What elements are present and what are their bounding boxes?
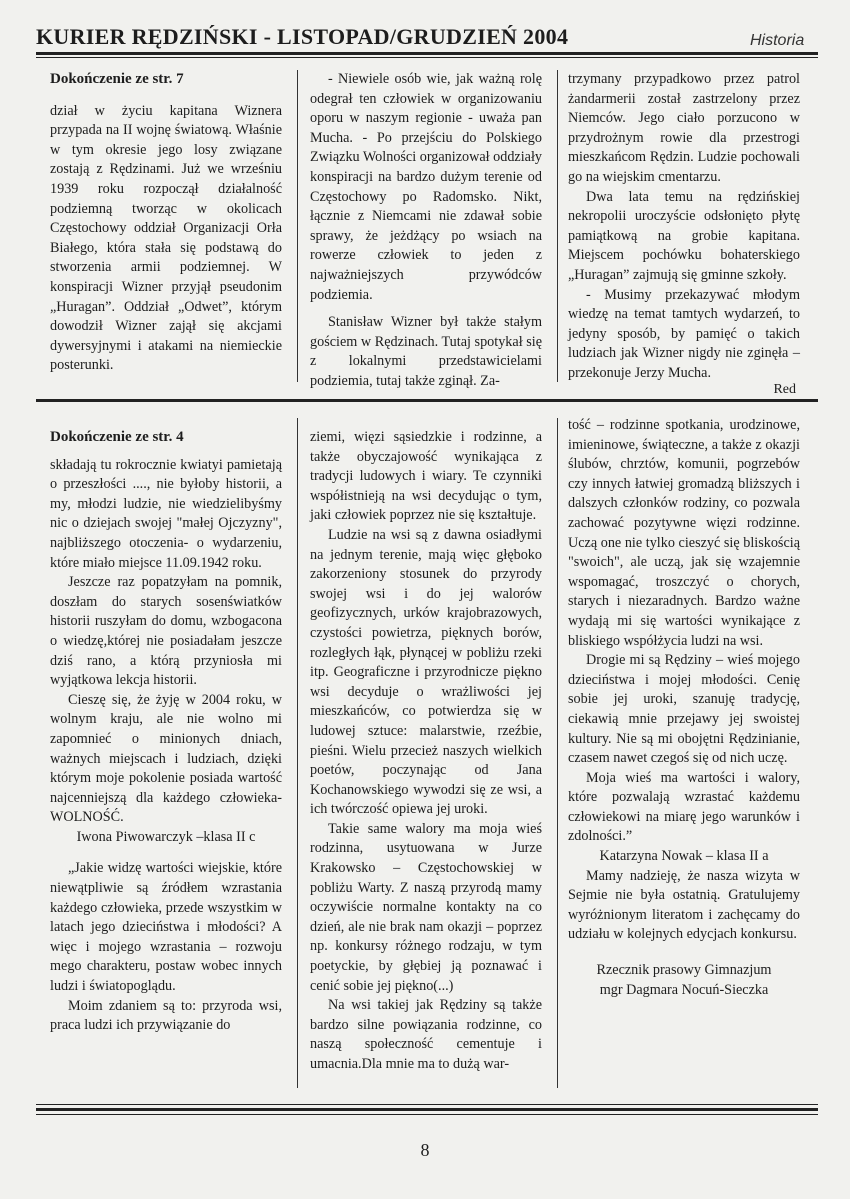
top-column-divider-1: [297, 70, 298, 382]
bottom-article-col2-p3: Takie same walory ma moja wieś rodzinna, usytuowana w Jurze Krakowsko – Częstochowskiej w pobliżu Warty. Z naszą przyrodą mamy oczywiście normalne kontakty na co dzień, ale nie brak nam okazji – poprzez np. konkursy różnego rodzaju, w tym poetyckie, by głębiej ją poznawać i cenić sobie jej piękno(...): [310, 820, 542, 994]
top-article-column-2: [310, 70, 542, 392]
bottom-article-col3-author: Katarzyna Nowak – klasa II a: [599, 848, 769, 865]
footer-rule-thin-2: [36, 1114, 818, 1115]
bottom-article-col1-p3: Cieszę się, że żyję w 2004 roku, w wolnym kraju, ale nie wolno mi zapomnieć o minionych dniach, ważnych miejscach i ludziach, dzięki którym moje pokolenie posiada wartość najcenniejszą dla każdego człowieka- WOLNOŚĆ.: [50, 691, 282, 826]
bottom-column-divider-2: [557, 418, 558, 1088]
bottom-article-col1-p1: składają tu rokrocznie kwiatyi pamietają o przeszłości ...., nie byłoby historii, a my, młodzi ludzie, nie wiedzielibyśmy nic o dziejach swojej "małej Ojczyzny", najbliższego otoczenia- o wydarzeniu, które miało miejsce 11.09.1942 roku.: [50, 456, 282, 571]
bottom-article-col2-p2: Ludzie na wsi są z dawna osiadłymi na jednym terenie, mają więc głęboko zakorzeniony stosunek do przyrody swojej wsi i do jej walorów geofizycznych, urków krajobrazowych, czystości powietrza, pięknych borów, rozległych łąk, płynącej w pobliżu rzeki itp. Geograficzne i przyrodnicze piękno wsi decyduje o wrażliwości jej mieszkańców, co potwierdza się w ludowej sztuce: malarstwie, rzeźbie, pieśni. Wielu przecież naszych wielkich poetów, poczynając od Jana Kochanowskiego wywodzi się ze wsi, a ich twórczość opiewa jej uroki.: [310, 526, 542, 818]
top-article-col1-text: dział w życiu kapitana Wiznera przypada na II wojnę światową. Właśnie w tym okresie jego losy związane zostają z Rędzinami. Już we wrześniu 1939 roku rozpoczął działalność podziemną tworząc w okolicach Częstochowy oddział Organizacji Orła Białego, która stała się podstawą do stworzenia armii podziemnej. W konspiracji Wizner przyjął pseudonim „Huragan”. Oddział „Odwet”, którym dowodził Wizner zajął się akcjami dywersyjnymi i atakami na niemieckie posterunki.: [50, 102, 282, 374]
top-article-kicker: Dokończenie ze str. 7: [50, 71, 184, 87]
bottom-article-col2-p4: Na wsi takiej jak Rędziny są także bardzo silne powiązania rodzinne, co naszą społeczność cementuje i umacnia.Dla mnie ma to dużą war-: [310, 997, 542, 1072]
header-rule-thin: [36, 57, 818, 58]
bottom-article-col3-p1: tość – rodzinne spotkania, urodzinowe, imieninowe, świąteczne, a także z okazji ślubów, chrztów, komunii, pogrzebów czy innych łatwiej gromadzą bliższych i dalszych członków rodziny, co pozwala zachować pozytywne więzi rodzinne. Uczą one nie tylko cieszyć się bliskością "swoich", ale uczą, jak się wzajemnie wspomagać, troszczyć o chorych, starych i niezaradnych. Bardzo ważne wydają mi się wartości wynikające z bliskiego współżycia ludzi na wsi.: [568, 417, 800, 649]
newspaper-title: KURIER RĘDZIŃSKI - LISTOPAD/GRUDZIEŃ 2004: [36, 24, 569, 49]
header-rule: [36, 52, 818, 55]
press-officer-name: mgr Dagmara Nocuń-Sieczka: [599, 981, 769, 998]
press-officer-title: Rzecznik prasowy Gimnazjum: [596, 962, 772, 979]
bottom-column-divider-1: [297, 418, 298, 1088]
top-article-col3-p2: Dwa lata temu na rędzińskiej nekropolii uroczyście odsłonięto płytę pamiątkową na grobie kapitana. Miejscem pochówku bohaterskiego „Huragan” zajmują się gminne szkoły.: [568, 188, 800, 283]
section-label: Historia: [750, 32, 805, 49]
bottom-article-column-2: [310, 428, 542, 1075]
bottom-article-col1-p2: Jeszcze raz popatzyłam na pomnik, doszłam do starych sosenświatków historii ruszyłam do domu, wzbogacona o wiedzę,której nie posiadałam jeszcze dziś rano, a którą przyniosła mi wyjątkowa lekcja historii.: [50, 574, 282, 689]
bottom-article-col1-author: Iwona Piwowarczyk –klasa II c: [76, 828, 256, 845]
bottom-article-col1-p5: Moim zdaniem są to: przyroda wsi, praca ludzi ich przywiązanie do: [50, 997, 282, 1034]
bottom-article-column-1: [50, 428, 282, 1036]
top-article-col2-p1: - Niewiele osób wie, jak ważną rolę odegrał ten człowiek w organizowaniu oporu w naszym regionie - uważa pan Mucha. - Po przejściu do Polskiego Związku Wolności organizował oddziały konspiracji na bardzo dużym terenie od Częstochowy po Radomsko. Nikt, łącznie z Niemcami nie zdawał sobie sprawy, że jeżdżący po wsiach na rowerze człowiek to jeden z najważniejszych przywódców podziemia.: [310, 71, 542, 303]
bottom-article-col1-p4: „Jakie widzę wartości wiejskie, które niewątpliwie są źródłem wzrastania każdego człowieka, przede wszystkim w latach jego dzieciństwa i młodości? A więc i mojego wzrastania – rozwoju mego charakteru, postaw wobec innych ludzi i światopoglądu.: [50, 860, 282, 995]
top-article-column-3: [568, 70, 800, 384]
top-article-column-1: [50, 70, 282, 376]
top-article-col3-p3: - Musimy przekazywać młodym wiedzę na temat tamtych wydarzeń, to jedyny sposób, by pamięć o takich ludziach jak Wizner nigdy nie zginęła – przekonuje Jerzy Mucha.: [568, 286, 800, 381]
bottom-article-col3-p4: Mamy nadzieję, że nasza wizyta w Sejmie nie była ostatnią. Gratulujemy wyróżnionym literatom i zachęcamy do udziału w kolejnych edycjach konkursu.: [568, 867, 800, 943]
bottom-article-col3-p2: Drogie mi są Rędziny – wieś mojego dzieciństwa i mojej młodości. Cenię sobie jej uroki, szanuję tradycję, ciekawią mnie przejawy jej swoistej kultury. Nie są mi obojętni Rędzinianie, czasem nawet czegoś się od nich uczę.: [568, 652, 800, 767]
bottom-article-column-3: [568, 416, 800, 1000]
top-article-col2-p2: Stanisław Wizner był także stałym gościem w Rędzinach. Tutaj spotykał się z lokalnymi przedstawicielami podziemia, tutaj także zginął. Za-: [310, 314, 542, 389]
section-divider: [36, 399, 818, 402]
footer-rule: [36, 1108, 818, 1111]
footer-rule-thin-1: [36, 1104, 818, 1105]
top-article-signature: Red: [773, 382, 796, 397]
top-column-divider-2: [557, 70, 558, 382]
bottom-article-col3-p3: Moja wieś ma wartości i walory, które pozwalają wzrastać każdemu człowiekowi na miarę jego warunków i zdolności.”: [568, 769, 800, 845]
bottom-article-kicker: Dokończenie ze str. 4: [50, 429, 184, 445]
top-article-col3-p1: trzymany przypadkowo przez patrol żandarmerii został zastrzelony przez Niemców. Jego ciało porzucono w przydrożnym rowie dla przestrogi mieszkańcom Rędzin. Ludzie pochowali go na wiejskim cmentarzu.: [568, 71, 800, 185]
page-number: 8: [420, 1140, 430, 1160]
bottom-article-col2-p1: ziemi, więzi sąsiedzkie i rodzinne, a także obyczajowość wynikająca z tradycji ludowych i wiary. Te czynniki współistnieją na wsi decydując o tym, jaki człowiek poprzez nie się kształtuje.: [310, 429, 542, 524]
